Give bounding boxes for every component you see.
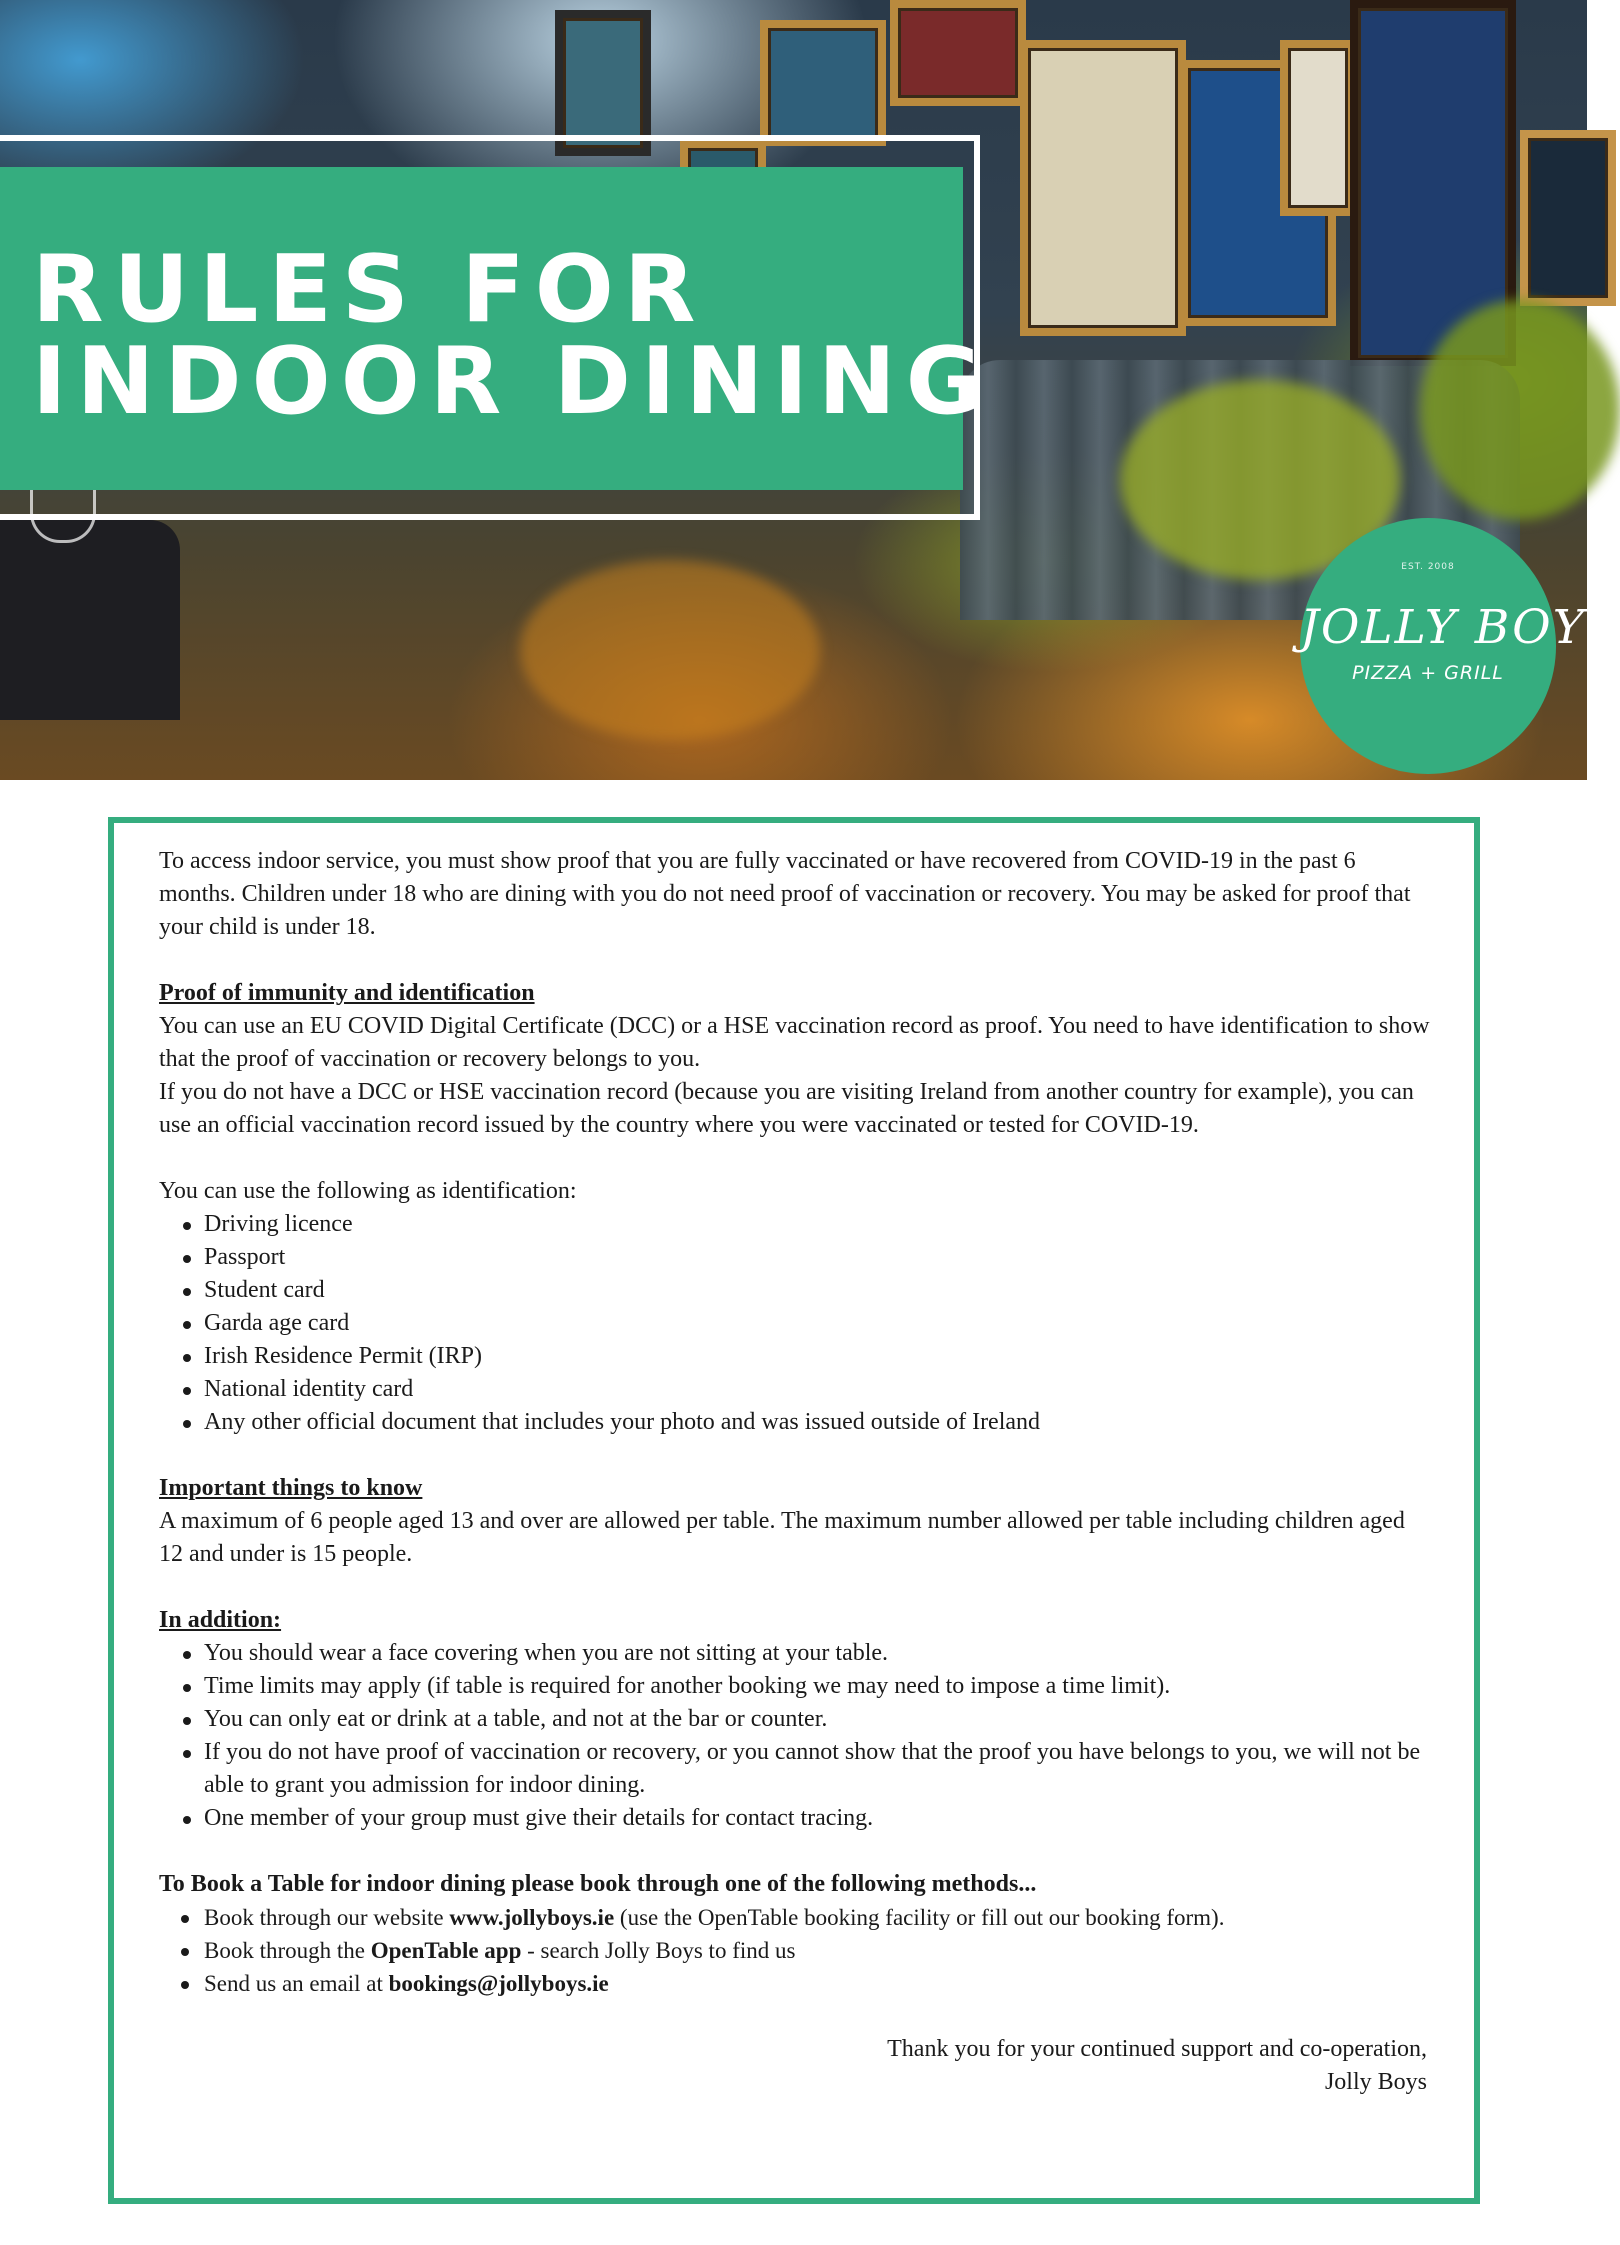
list-item: Driving licence [159,1208,1434,1241]
booking-text: Send us an email at [204,1971,389,1996]
table-glow [520,560,820,740]
list-item: Garda age card [159,1307,1434,1340]
list-item: If you do not have proof of vaccination or recovery, or you cannot show that the proof you have belongs to you, we will not be able to grant you admission for indoor dining. [159,1736,1434,1802]
list-item: Any other official document that includes your photo and was issued outside of Ireland [159,1406,1434,1439]
proof-heading: Proof of immunity and identification [159,980,535,1006]
plant-foliage [1420,300,1620,520]
list-item: Time limits may apply (if table is required for another booking we may need to impose a time limit). [159,1670,1434,1703]
booking-method-app [159,1934,1434,1967]
wall-picture-frame [1520,130,1616,306]
signoff-line-2: Jolly Boys [1324,2069,1427,2095]
logo-tagline: EST. 2008 [1401,562,1455,572]
intro-paragraph: To access indoor service, you must show proof that you are fully vaccinated or have recovered from COVID-19 in the past 6 months. Children under 18 who are dining with you do not need proof of vaccination or recovery. You may be asked for proof that your child is under 18. [159,848,1411,940]
logo-subtitle: PIZZA + GRILL [1352,662,1504,684]
email-link[interactable]: bookings@jollyboys.ie [388,1971,609,1996]
addition-heading: In addition: [159,1607,282,1633]
booking-method-email [159,1967,1434,2000]
wall-picture-frame [890,0,1026,106]
page-title-line-1: RULES FOR [32,235,706,343]
list-item: One member of your group must give their details for contact tracing. [159,1802,1434,1835]
booking-text: (use the OpenTable booking facility or fill out our booking form). [614,1905,1225,1930]
id-intro: You can use the following as identification: [159,1178,577,1204]
chair [0,520,180,720]
logo-name: JOLLY BOYS [1300,600,1620,655]
booking-text: - search Jolly Boys to find us [521,1938,796,1963]
page-title-line-2: INDOOR DINING [32,327,993,435]
wall-picture-frame [1280,40,1356,216]
id-list [159,1208,1434,1439]
website-link[interactable]: www.jollyboys.ie [449,1905,615,1930]
booking-heading: To Book a Table for indoor dining please book through one of the following methods... [159,1871,1037,1897]
booking-text: Book through our website [204,1905,450,1930]
list-item: Passport [159,1241,1434,1274]
booking-text: Book through the [204,1938,371,1963]
important-paragraph: A maximum of 6 people aged 13 and over are allowed per table. The maximum number allowed per table including children aged 12 and under is 15 people. [159,1508,1405,1567]
important-heading: Important things to know [159,1475,423,1501]
list-item: You can only eat or drink at a table, and not at the bar or counter. [159,1703,1434,1736]
list-item: You should wear a face covering when you are not sitting at your table. [159,1637,1434,1670]
booking-method-website [159,1901,1434,1934]
list-item: National identity card [159,1373,1434,1406]
brand-logo [1300,518,1620,774]
rules-content [159,845,1434,2099]
hero-banner [0,0,1620,780]
wall-picture-frame [1020,40,1186,336]
list-item: Irish Residence Permit (IRP) [159,1340,1434,1373]
proof-paragraph-1: You can use an EU COVID Digital Certificate (DCC) or a HSE vaccination record as proof. You need to have identification to show that the proof of vaccination or recovery belongs to you. [159,1013,1430,1072]
proof-paragraph-2: If you do not have a DCC or HSE vaccination record (because you are visiting Ireland from another country for example), you can use an official vaccination record issued by the country where you were vaccinated or tested for COVID-19. [159,1079,1414,1138]
booking-methods-list [159,1901,1434,2000]
opentable-app-name: OpenTable app [370,1938,522,1963]
addition-list [159,1637,1434,1835]
list-item: Student card [159,1274,1434,1307]
signoff-line-1: Thank you for your continued support and co-operation, [887,2036,1427,2062]
wall-picture-frame [760,20,886,146]
